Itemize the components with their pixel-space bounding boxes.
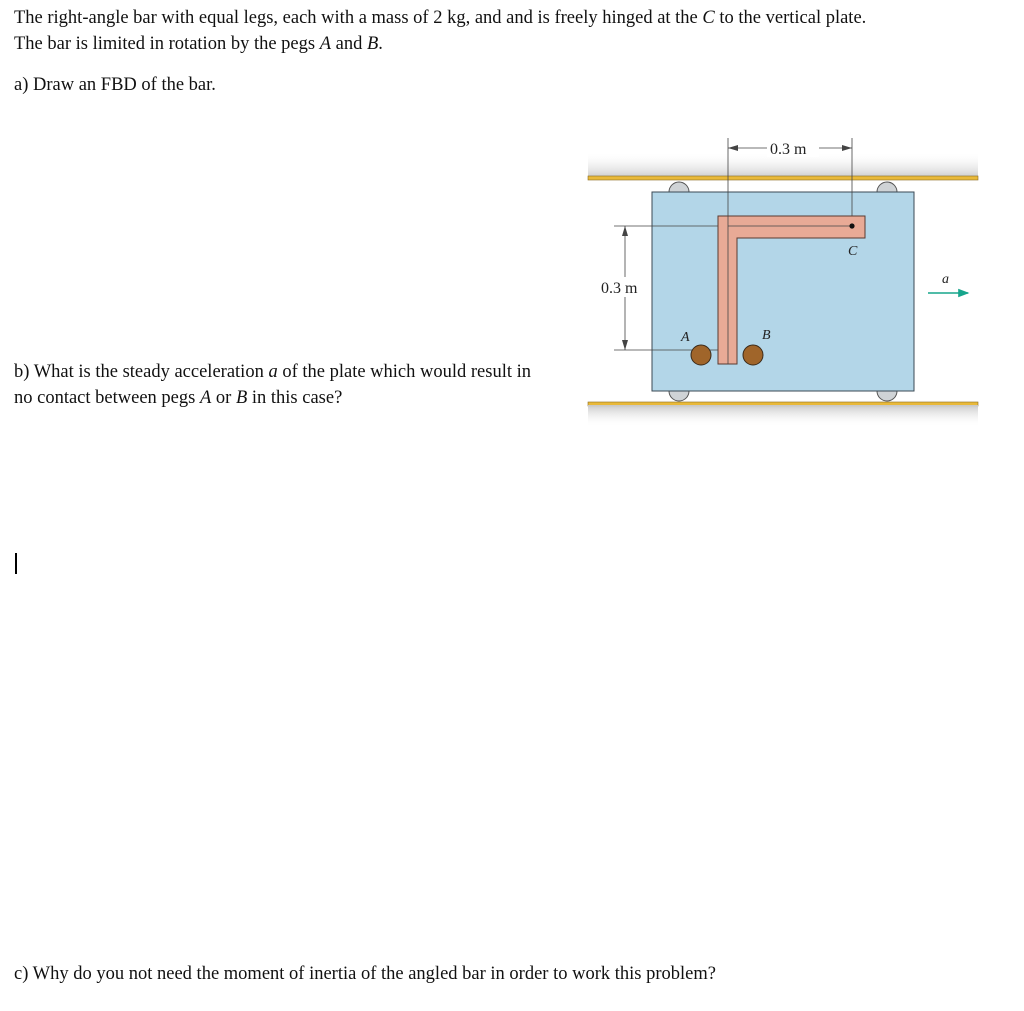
- label-c: C: [848, 244, 858, 259]
- hinge-c-dot: [849, 223, 854, 228]
- intro-peg-b: B: [366, 34, 379, 54]
- part-c-question: c) Why do you not need the moment of inertia of the angled bar in order to work this problem?: [14, 964, 716, 984]
- part-b-text-3: or: [211, 388, 236, 408]
- part-b-question: [14, 359, 554, 411]
- wheel-top-right: [877, 182, 897, 192]
- dim-arrow-left: [728, 145, 738, 151]
- label-b: B: [762, 328, 771, 343]
- dim-arrow-up: [622, 226, 628, 236]
- intro-text-2: to the vertical plate. The bar is limited in rotation by the pegs: [14, 8, 867, 54]
- wheel-bottom-left: [669, 391, 689, 401]
- dim-label-vertical: 0.3 m: [601, 280, 638, 297]
- intro-text-3: and: [331, 34, 367, 54]
- dim-arrow-down: [622, 340, 628, 350]
- peg-b: [743, 345, 763, 365]
- part-b-text-2: of the plate which would result in no contact between pegs: [14, 362, 531, 408]
- label-accel: a: [942, 272, 949, 287]
- part-b-peg-b: B: [235, 388, 248, 408]
- problem-statement: [14, 5, 894, 57]
- intro-text-1: The right-angle bar with equal legs, each with a mass of 2 kg, and and is freely hinged at the: [14, 8, 703, 28]
- top-rail: [588, 176, 978, 180]
- text-cursor: [15, 553, 17, 574]
- dim-arrow-right: [842, 145, 852, 151]
- wheel-bottom-right: [877, 391, 897, 401]
- part-b-accel-var: a: [268, 362, 278, 382]
- intro-text-4: .: [378, 34, 383, 54]
- part-b-peg-a: A: [199, 388, 212, 408]
- part-b-text-4: in this case?: [247, 388, 343, 408]
- intro-point-c: C: [702, 8, 715, 28]
- part-a-question: a) Draw an FBD of the bar.: [14, 75, 216, 95]
- label-a: A: [681, 330, 690, 345]
- peg-a: [691, 345, 711, 365]
- part-b-text-1: b) What is the steady acceleration: [14, 362, 269, 382]
- wheel-top-left: [669, 182, 689, 192]
- bottom-rail-shade: [588, 405, 978, 427]
- bar-plate-figure: [580, 128, 980, 428]
- dim-label-horizontal: 0.3 m: [770, 141, 807, 158]
- intro-peg-a: A: [319, 34, 332, 54]
